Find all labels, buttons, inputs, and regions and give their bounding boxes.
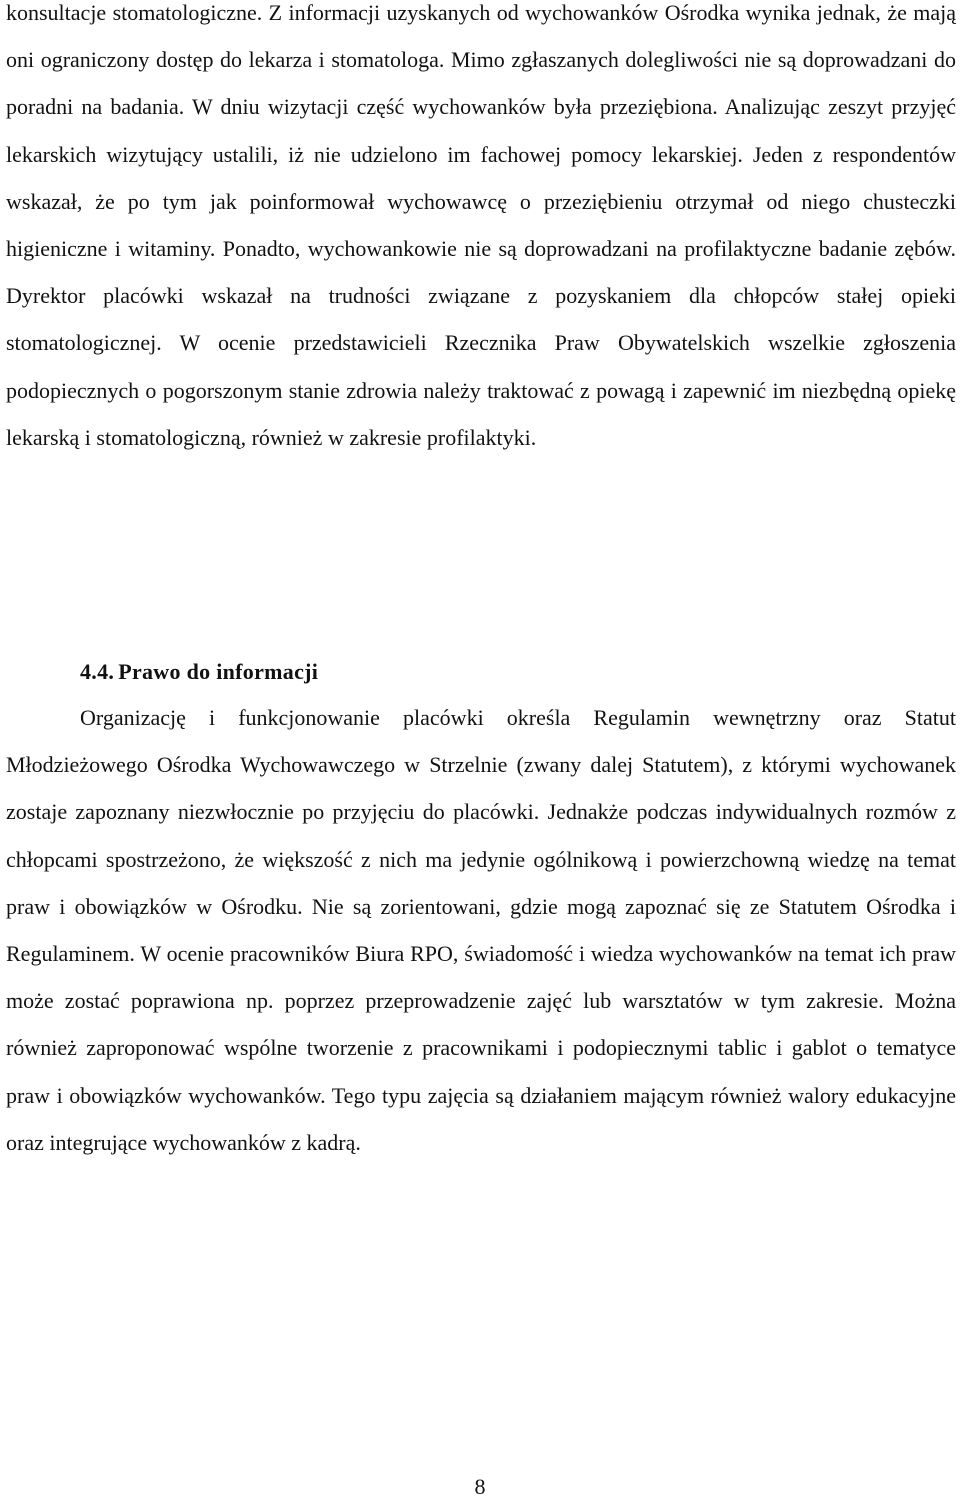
body-paragraph-information: Organizację i funkcjonowanie placówki określa Regulamin wewnętrzny oraz Statut Młodzieżowego Ośrodka Wychowawczego w Strzelnie (zwany dalej Statutem), z którymi wychowanek zostaje zapoznany niezwłocznie po przyjęciu do placówki. Jednakże podczas indywidualnych rozmów z chłopcami spostrzeżono, że większość z nich ma jedynie ogólnikową i powierzchowną wiedzę na temat praw i obowiązków w Ośrodku. Nie są zorientowani, gdzie mogą zapoznać się ze Statutem Ośrodka i Regulaminem. W ocenie pracowników Biura RPO, świadomość i wiedza wychowanków na temat ich praw może zostać poprawiona np. poprzez przeprowadzenie zajęć lub warsztatów w tym zakresie. Można również zaproponować wspólne tworzenie z pracownikami i podopiecznymi tablic i gablot o tematyce praw i obowiązków wychowanków. Tego typu zajęcia są działaniem mającym również walory edukacyjne oraz integrujące wychowanków z kadrą. bbox=[6, 705, 956, 1155]
body-paragraph-health: konsultacje stomatologiczne. Z informacji uzyskanych od wychowanków Ośrodka wynika jednak, że mają oni ograniczony dostęp do lekarza i stomatologa. Mimo zgłaszanych dolegliwości nie są doprowadzani do poradni na badania. W dniu wizytacji część wychowanków była przeziębiona. Analizując zeszyt przyjęć lekarskich wizytujący ustalili, iż nie udzielono im fachowej pomocy lekarskiej. Jeden z respondentów wskazał, że po tym jak poinformował wychowawcę o przeziębieniu otrzymał od niego chusteczki higieniczne i witaminy. Ponadto, wychowankowie nie są doprowadzani na profilaktyczne badanie zębów. Dyrektor placówki wskazał na trudności związane z pozyskaniem dla chłopców stałej opieki stomatologicznej. W ocenie przedstawicieli Rzecznika Praw Obywatelskich wszelkie zgłoszenia podopiecznych o pogorszonym stanie zdrowia należy traktować z powagą i zapewnić im niezbędną opiekę lekarską i stomatologiczną, również w zakresie profilaktyki. bbox=[6, 0, 956, 450]
section-heading bbox=[80, 656, 318, 688]
section-number: 4.4. bbox=[80, 659, 115, 684]
section-title: Prawo do informacji bbox=[118, 659, 319, 684]
page-number: 8 bbox=[474, 1474, 486, 1499]
